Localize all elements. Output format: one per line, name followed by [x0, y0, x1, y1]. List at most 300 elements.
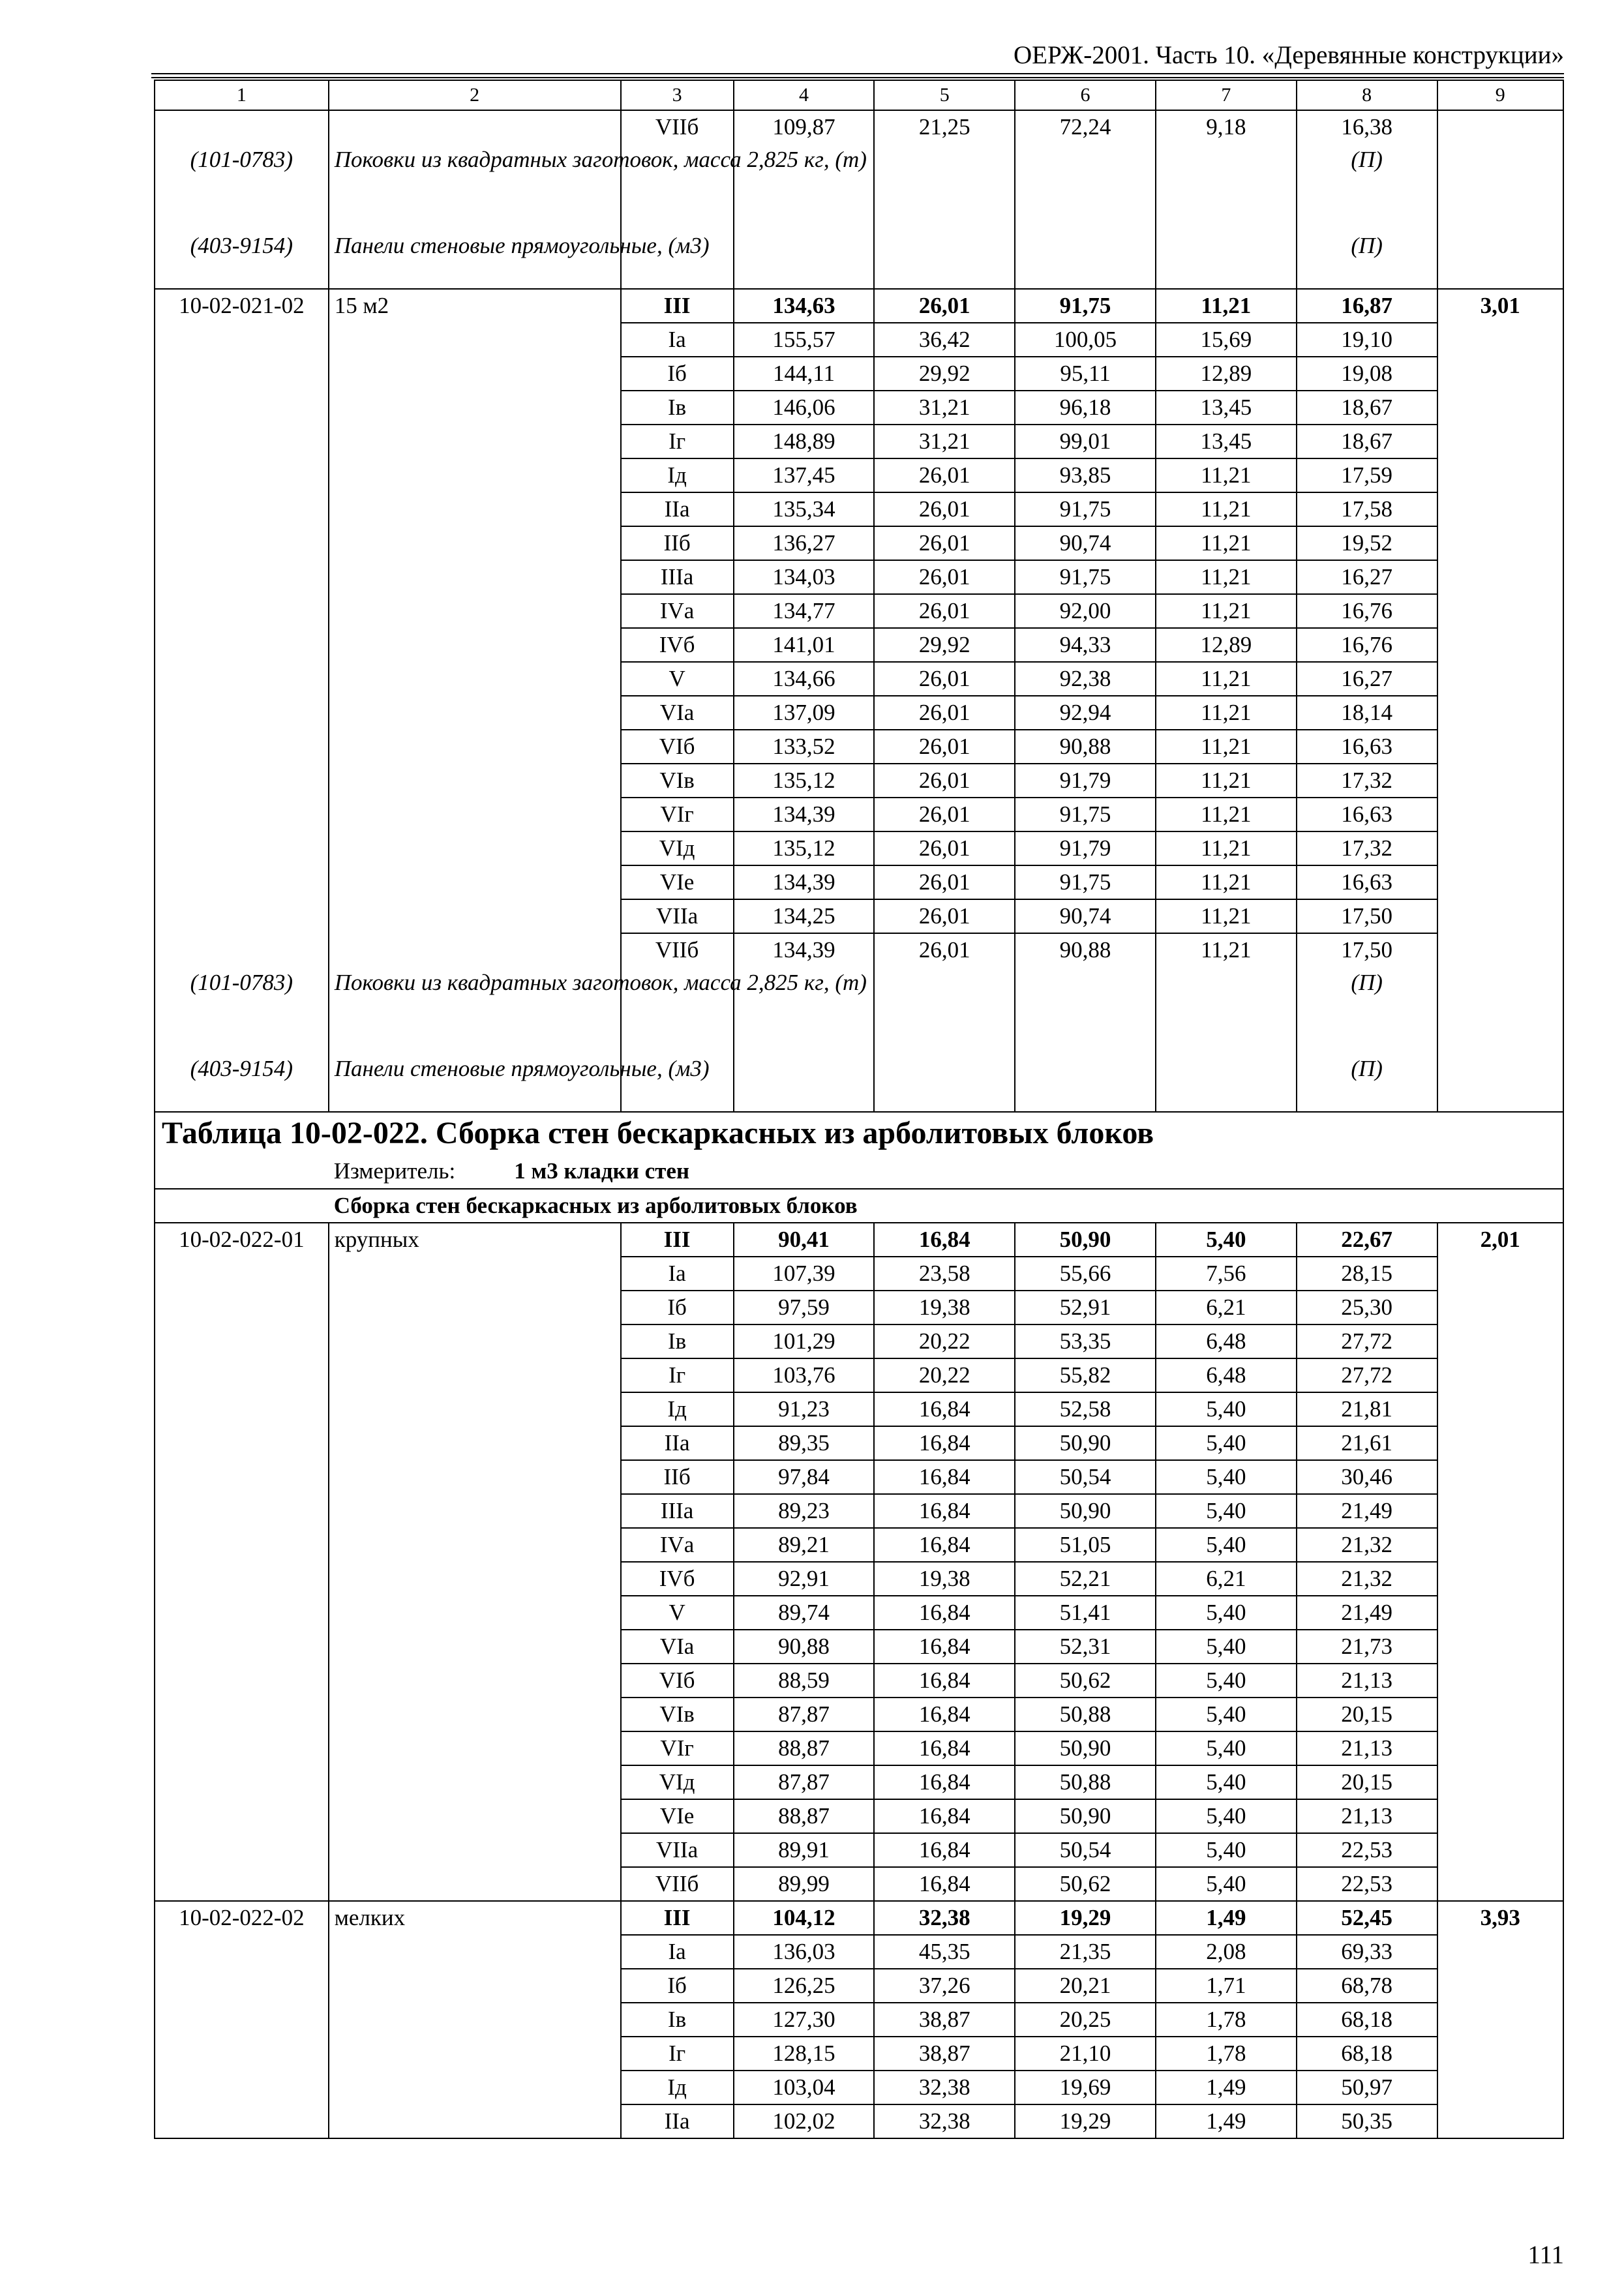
- meter-cell: [329, 1154, 1563, 1189]
- value-cell: 134,03: [734, 560, 875, 594]
- cell: [1437, 1053, 1564, 1112]
- cell: [155, 2071, 329, 2104]
- cell: [155, 526, 329, 560]
- value-cell: 21,25: [874, 110, 1015, 143]
- zone-cell: IIб: [621, 1460, 734, 1494]
- value-cell: 52,45: [1297, 1901, 1437, 1935]
- cell: [1437, 831, 1564, 865]
- value-cell: 21,32: [1297, 1562, 1437, 1596]
- zone-cell: III: [621, 1223, 734, 1257]
- cell: [329, 1596, 621, 1630]
- value-cell: 26,01: [874, 492, 1015, 526]
- zone-cell: IIа: [621, 1426, 734, 1460]
- cell: [1437, 526, 1564, 560]
- material-note: (П): [1297, 143, 1437, 230]
- value-cell: 26,01: [874, 594, 1015, 628]
- value-cell: 7,56: [1156, 1257, 1297, 1291]
- value-cell: 11,21: [1156, 594, 1297, 628]
- value-cell: 89,23: [734, 1494, 875, 1528]
- cell: [1437, 143, 1564, 230]
- zone-cell: VIг: [621, 1731, 734, 1765]
- table-row: [155, 1867, 1563, 1901]
- value-cell: 11,21: [1156, 865, 1297, 899]
- zone-cell: Iг: [621, 1358, 734, 1392]
- value-cell: 50,62: [1015, 1664, 1156, 1698]
- value-cell: 141,01: [734, 628, 875, 662]
- zone-cell: Iа: [621, 323, 734, 357]
- cell: [329, 1867, 621, 1901]
- value-cell: 97,59: [734, 1291, 875, 1324]
- table-row: [155, 899, 1563, 933]
- cell: [329, 628, 621, 662]
- cell: [734, 1053, 875, 1112]
- cell: [155, 1630, 329, 1664]
- table-row: [155, 1596, 1563, 1630]
- cell: [155, 1358, 329, 1392]
- workers-cell: 3,01: [1437, 289, 1564, 323]
- value-cell: 21,13: [1297, 1664, 1437, 1698]
- cell: [1015, 230, 1156, 289]
- value-cell: 16,63: [1297, 730, 1437, 764]
- zone-cell: IVа: [621, 594, 734, 628]
- table-row: [155, 764, 1563, 798]
- table-row: [155, 628, 1563, 662]
- value-cell: 26,01: [874, 696, 1015, 730]
- cell: [1437, 1460, 1564, 1494]
- cell: [329, 323, 621, 357]
- cell: [155, 1969, 329, 2003]
- value-cell: 109,87: [734, 110, 875, 143]
- value-cell: 50,88: [1015, 1765, 1156, 1799]
- cell: [329, 526, 621, 560]
- value-cell: 69,33: [1297, 1935, 1437, 1969]
- material-name: Поковки из квадратных заготовок, масса 2,825 кг, (т): [329, 143, 621, 230]
- value-cell: 21,49: [1297, 1596, 1437, 1630]
- cell: [1437, 730, 1564, 764]
- value-cell: 137,45: [734, 458, 875, 492]
- value-cell: 16,84: [874, 1528, 1015, 1562]
- value-cell: 133,52: [734, 730, 875, 764]
- value-cell: 16,84: [874, 1799, 1015, 1833]
- zone-cell: Iд: [621, 458, 734, 492]
- value-cell: 92,91: [734, 1562, 875, 1596]
- cell: [329, 594, 621, 628]
- value-cell: 53,35: [1015, 1324, 1156, 1358]
- cell: [1437, 560, 1564, 594]
- table-row: [155, 2037, 1563, 2071]
- cell: [1437, 1392, 1564, 1426]
- value-cell: 38,87: [874, 2003, 1015, 2037]
- cell: [1437, 1698, 1564, 1731]
- zone-cell: VIе: [621, 1799, 734, 1833]
- zone-cell: VIб: [621, 730, 734, 764]
- zone-cell: IVа: [621, 1528, 734, 1562]
- value-cell: 16,76: [1297, 594, 1437, 628]
- value-cell: 128,15: [734, 2037, 875, 2071]
- value-cell: 136,27: [734, 526, 875, 560]
- material-name: Панели стеновые прямоугольные, (м3): [329, 1053, 621, 1112]
- cell: [329, 1291, 621, 1324]
- value-cell: 16,63: [1297, 798, 1437, 831]
- material-code: (101-0783): [155, 143, 329, 230]
- value-cell: 17,50: [1297, 933, 1437, 966]
- cell: [155, 1426, 329, 1460]
- value-cell: 32,38: [874, 2104, 1015, 2138]
- table-row: [155, 2003, 1563, 2037]
- cell: [155, 798, 329, 831]
- cell: [1437, 2037, 1564, 2071]
- value-cell: 29,92: [874, 357, 1015, 391]
- zone-cell: VIд: [621, 831, 734, 865]
- cell: [155, 1596, 329, 1630]
- value-cell: 92,38: [1015, 662, 1156, 696]
- table-row: [155, 831, 1563, 865]
- value-cell: 26,01: [874, 865, 1015, 899]
- value-cell: 17,32: [1297, 764, 1437, 798]
- zone-cell: V: [621, 662, 734, 696]
- value-cell: 21,61: [1297, 1426, 1437, 1460]
- value-cell: 52,91: [1015, 1291, 1156, 1324]
- cell: [1437, 1494, 1564, 1528]
- cell: [874, 230, 1015, 289]
- zone-cell: IIа: [621, 492, 734, 526]
- value-cell: 26,01: [874, 526, 1015, 560]
- value-cell: 89,91: [734, 1833, 875, 1867]
- cell: [155, 1935, 329, 1969]
- cell: [874, 143, 1015, 230]
- cell: [155, 560, 329, 594]
- table-row: [155, 1257, 1563, 1291]
- value-cell: 5,40: [1156, 1596, 1297, 1630]
- value-cell: 15,69: [1156, 323, 1297, 357]
- zone-cell: IVб: [621, 628, 734, 662]
- cell: [155, 1867, 329, 1901]
- value-cell: 103,76: [734, 1358, 875, 1392]
- cell: [155, 492, 329, 526]
- value-cell: 89,99: [734, 1867, 875, 1901]
- cell: [1437, 1562, 1564, 1596]
- value-cell: 16,84: [874, 1698, 1015, 1731]
- value-cell: 91,75: [1015, 865, 1156, 899]
- cell: [1437, 492, 1564, 526]
- value-cell: 31,21: [874, 391, 1015, 425]
- cell: [155, 1494, 329, 1528]
- cell: [1437, 110, 1564, 143]
- value-cell: 26,01: [874, 289, 1015, 323]
- value-cell: 55,66: [1015, 1257, 1156, 1291]
- cell: [155, 1833, 329, 1867]
- value-cell: 19,10: [1297, 323, 1437, 357]
- cell: [1437, 1257, 1564, 1291]
- value-cell: 26,01: [874, 764, 1015, 798]
- value-cell: 1,49: [1156, 2104, 1297, 2138]
- cell: [329, 662, 621, 696]
- value-cell: 50,54: [1015, 1833, 1156, 1867]
- zone-cell: VIв: [621, 1698, 734, 1731]
- value-cell: 26,01: [874, 798, 1015, 831]
- value-cell: 88,59: [734, 1664, 875, 1698]
- value-cell: 52,31: [1015, 1630, 1156, 1664]
- value-cell: 1,49: [1156, 1901, 1297, 1935]
- value-cell: 95,11: [1015, 357, 1156, 391]
- cell: [1437, 1664, 1564, 1698]
- value-cell: 21,35: [1015, 1935, 1156, 1969]
- value-cell: 94,33: [1015, 628, 1156, 662]
- value-cell: 16,84: [874, 1765, 1015, 1799]
- cell: [329, 831, 621, 865]
- value-cell: 22,67: [1297, 1223, 1437, 1257]
- table-row: [155, 1698, 1563, 1731]
- value-cell: 52,21: [1015, 1562, 1156, 1596]
- section-subtitle: Сборка стен бескаркасных из арболитовых блоков: [329, 1189, 1563, 1223]
- cell: [329, 458, 621, 492]
- value-cell: 26,01: [874, 831, 1015, 865]
- zone-cell: VIIа: [621, 899, 734, 933]
- value-cell: 104,12: [734, 1901, 875, 1935]
- cell: [329, 1494, 621, 1528]
- table-row: [155, 289, 1563, 323]
- cell: [1015, 143, 1156, 230]
- value-cell: 92,94: [1015, 696, 1156, 730]
- value-cell: 91,79: [1015, 764, 1156, 798]
- zone-cell: IIIа: [621, 560, 734, 594]
- table-row: [155, 458, 1563, 492]
- value-cell: 89,21: [734, 1528, 875, 1562]
- value-cell: 137,09: [734, 696, 875, 730]
- cell: [329, 865, 621, 899]
- value-cell: 50,88: [1015, 1698, 1156, 1731]
- cell: [329, 764, 621, 798]
- zone-cell: IVб: [621, 1562, 734, 1596]
- table-row: [155, 2071, 1563, 2104]
- value-cell: 1,78: [1156, 2003, 1297, 2037]
- value-cell: 50,97: [1297, 2071, 1437, 2104]
- cell: [329, 1460, 621, 1494]
- value-cell: 32,38: [874, 1901, 1015, 1935]
- value-cell: 20,15: [1297, 1765, 1437, 1799]
- material-row: [155, 143, 1563, 230]
- value-cell: 26,01: [874, 933, 1015, 966]
- value-cell: 21,13: [1297, 1799, 1437, 1833]
- value-cell: 90,88: [1015, 730, 1156, 764]
- value-cell: 68,78: [1297, 1969, 1437, 2003]
- value-cell: 19,38: [874, 1562, 1015, 1596]
- material-note: (П): [1297, 230, 1437, 289]
- value-cell: 21,32: [1297, 1528, 1437, 1562]
- table-row: [155, 933, 1563, 966]
- header-rule: [151, 73, 1564, 74]
- rate-code: 10-02-022-01: [155, 1223, 329, 1257]
- col-number: 1: [155, 80, 329, 110]
- cell: [329, 696, 621, 730]
- material-note: (П): [1297, 1053, 1437, 1112]
- cell: [155, 764, 329, 798]
- value-cell: 18,67: [1297, 425, 1437, 458]
- value-cell: 90,88: [1015, 933, 1156, 966]
- page-number: 111: [1527, 2241, 1564, 2269]
- table-row: [155, 391, 1563, 425]
- rates-table: [154, 80, 1564, 2139]
- cell: [1437, 1867, 1564, 1901]
- zone-cell: V: [621, 1596, 734, 1630]
- value-cell: 51,41: [1015, 1596, 1156, 1630]
- cell: [329, 2104, 621, 2138]
- value-cell: 5,40: [1156, 1731, 1297, 1765]
- value-cell: 144,11: [734, 357, 875, 391]
- value-cell: 146,06: [734, 391, 875, 425]
- cell: [1437, 391, 1564, 425]
- value-cell: 11,21: [1156, 933, 1297, 966]
- value-cell: 16,84: [874, 1867, 1015, 1901]
- col-number: 6: [1015, 80, 1156, 110]
- value-cell: 101,29: [734, 1324, 875, 1358]
- value-cell: 90,41: [734, 1223, 875, 1257]
- value-cell: 26,01: [874, 730, 1015, 764]
- value-cell: 134,39: [734, 798, 875, 831]
- value-cell: 19,29: [1015, 1901, 1156, 1935]
- zone-cell: Iа: [621, 1257, 734, 1291]
- zone-cell: Iб: [621, 1969, 734, 2003]
- cell: [155, 2003, 329, 2037]
- zone-cell: Iв: [621, 1324, 734, 1358]
- cell: [1437, 662, 1564, 696]
- table-row: [155, 1358, 1563, 1392]
- value-cell: 27,72: [1297, 1358, 1437, 1392]
- table-row: [155, 323, 1563, 357]
- cell: [155, 628, 329, 662]
- table-row: [155, 492, 1563, 526]
- value-cell: 17,50: [1297, 899, 1437, 933]
- workers-cell: 3,93: [1437, 1901, 1564, 1935]
- cell: [329, 391, 621, 425]
- cell: [155, 899, 329, 933]
- cell: [329, 1562, 621, 1596]
- material-name: Панели стеновые прямоугольные, (м3): [329, 230, 621, 289]
- value-cell: 135,12: [734, 764, 875, 798]
- cell: [155, 1291, 329, 1324]
- value-cell: 97,84: [734, 1460, 875, 1494]
- zone-cell: Iг: [621, 2037, 734, 2071]
- meter-label: Измеритель:: [333, 1158, 456, 1184]
- value-cell: 50,90: [1015, 1494, 1156, 1528]
- value-cell: 100,05: [1015, 323, 1156, 357]
- value-cell: 5,40: [1156, 1494, 1297, 1528]
- value-cell: 22,53: [1297, 1867, 1437, 1901]
- value-cell: 91,75: [1015, 798, 1156, 831]
- value-cell: 21,49: [1297, 1494, 1437, 1528]
- value-cell: 50,90: [1015, 1223, 1156, 1257]
- value-cell: 16,27: [1297, 560, 1437, 594]
- cell: [329, 933, 621, 966]
- value-cell: 6,21: [1156, 1291, 1297, 1324]
- value-cell: 52,58: [1015, 1392, 1156, 1426]
- value-cell: 37,26: [874, 1969, 1015, 2003]
- cell: [1437, 798, 1564, 831]
- cell: [1437, 1426, 1564, 1460]
- value-cell: 6,21: [1156, 1562, 1297, 1596]
- cell: [1015, 966, 1156, 1053]
- material-row: [155, 966, 1563, 1053]
- value-cell: 91,75: [1015, 492, 1156, 526]
- cell: [329, 1358, 621, 1392]
- value-cell: 11,21: [1156, 492, 1297, 526]
- value-cell: 17,59: [1297, 458, 1437, 492]
- cell: [1437, 628, 1564, 662]
- value-cell: 18,67: [1297, 391, 1437, 425]
- table-row: [155, 1562, 1563, 1596]
- cell: [1437, 458, 1564, 492]
- value-cell: 5,40: [1156, 1664, 1297, 1698]
- value-cell: 11,21: [1156, 899, 1297, 933]
- cell: [329, 1833, 621, 1867]
- cell: [155, 1392, 329, 1426]
- cell: [1156, 966, 1297, 1053]
- rate-code: 10-02-021-02: [155, 289, 329, 323]
- value-cell: 5,40: [1156, 1867, 1297, 1901]
- value-cell: 16,84: [874, 1392, 1015, 1426]
- value-cell: 87,87: [734, 1698, 875, 1731]
- cell: [874, 1053, 1015, 1112]
- value-cell: 155,57: [734, 323, 875, 357]
- value-cell: 13,45: [1156, 391, 1297, 425]
- cell: [155, 458, 329, 492]
- cell: [155, 1664, 329, 1698]
- cell: [155, 425, 329, 458]
- table-row: [155, 1901, 1563, 1935]
- value-cell: 16,84: [874, 1223, 1015, 1257]
- value-cell: 16,38: [1297, 110, 1437, 143]
- zone-cell: IIIа: [621, 1494, 734, 1528]
- value-cell: 92,00: [1015, 594, 1156, 628]
- value-cell: 91,75: [1015, 289, 1156, 323]
- cell: [1437, 1935, 1564, 1969]
- value-cell: 107,39: [734, 1257, 875, 1291]
- value-cell: 89,74: [734, 1596, 875, 1630]
- cell: [329, 1324, 621, 1358]
- value-cell: 16,27: [1297, 662, 1437, 696]
- column-number-row: [155, 80, 1563, 110]
- value-cell: 136,03: [734, 1935, 875, 1969]
- value-cell: 29,92: [874, 628, 1015, 662]
- rate-code: 10-02-022-02: [155, 1901, 329, 1935]
- cell: [329, 425, 621, 458]
- value-cell: 50,35: [1297, 2104, 1437, 2138]
- zone-cell: Iд: [621, 1392, 734, 1426]
- cell: [1437, 2071, 1564, 2104]
- value-cell: 50,62: [1015, 1867, 1156, 1901]
- value-cell: 68,18: [1297, 2037, 1437, 2071]
- subtitle-row: [155, 1189, 1563, 1223]
- value-cell: 50,90: [1015, 1426, 1156, 1460]
- value-cell: 19,69: [1015, 2071, 1156, 2104]
- value-cell: 89,35: [734, 1426, 875, 1460]
- value-cell: 11,21: [1156, 730, 1297, 764]
- zone-cell: Iб: [621, 1291, 734, 1324]
- value-cell: 11,21: [1156, 798, 1297, 831]
- table-row: [155, 1392, 1563, 1426]
- zone-cell: VIIб: [621, 1867, 734, 1901]
- table-caption: Таблица 10-02-022. Сборка стен бескаркасных из арболитовых блоков: [155, 1112, 1563, 1154]
- material-note: (П): [1297, 966, 1437, 1053]
- value-cell: 50,90: [1015, 1731, 1156, 1765]
- value-cell: 148,89: [734, 425, 875, 458]
- value-cell: 11,21: [1156, 560, 1297, 594]
- value-cell: 103,04: [734, 2071, 875, 2104]
- value-cell: 91,23: [734, 1392, 875, 1426]
- value-cell: 21,10: [1015, 2037, 1156, 2071]
- value-cell: 11,21: [1156, 662, 1297, 696]
- table-row: [155, 1494, 1563, 1528]
